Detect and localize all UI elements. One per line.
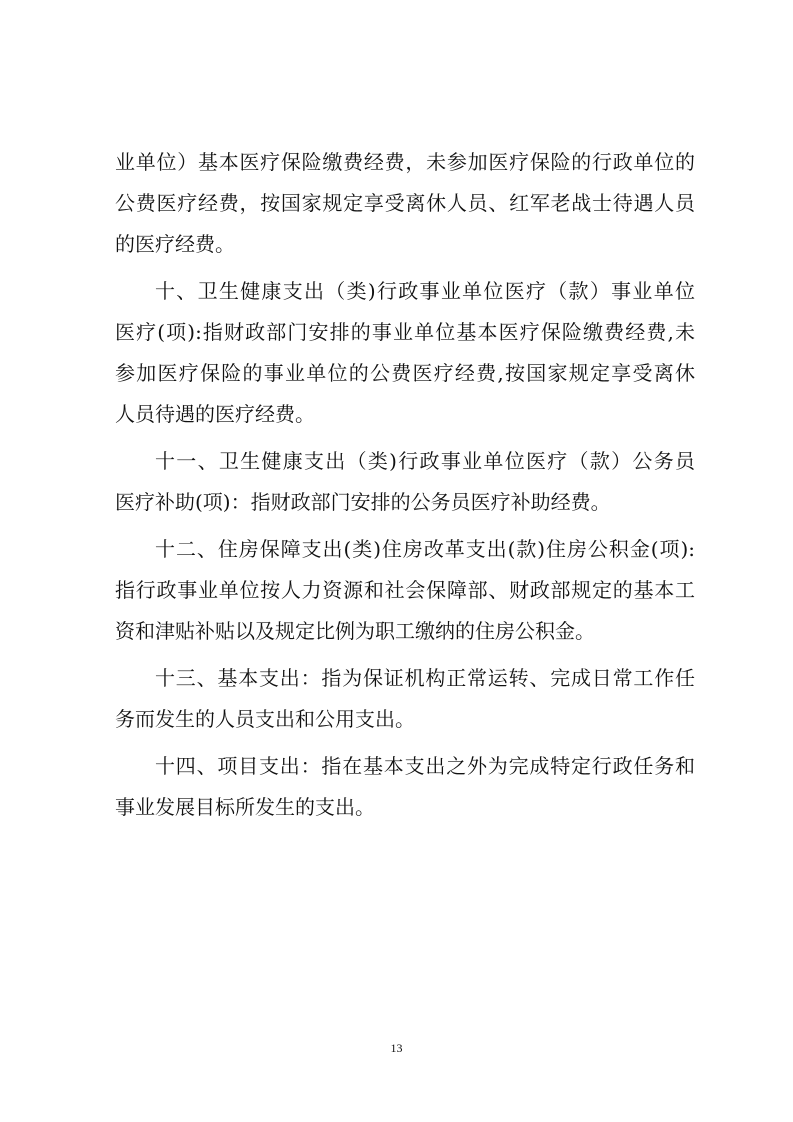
text-line: 指行政事业单位按人力资源和社会保障部、财政部规定的基本工 [115,578,695,602]
paragraph-item-14 [115,746,695,828]
text-line: 资和津贴补贴以及规定比例为职工缴纳的住房公积金。 [115,619,595,643]
paragraph-item-12 [115,529,695,652]
page-number: 13 [390,1041,403,1055]
text-line: 的医疗经费。 [115,232,235,256]
text-line: 事业发展目标所发生的支出。 [115,795,375,819]
text-line: 业单位）基本医疗保险缴费经费，未参加医疗保险的行政单位的 [115,150,695,174]
paragraph-item-11 [115,441,695,523]
body-text [115,142,695,834]
text-line: 十三、基本支出：指为保证机构正常运转、完成日常工作任 [155,666,695,690]
text-line: 十二、住房保障支出(类)住房改革支出(款)住房公积金(项): [155,537,695,561]
text-line: 人员待遇的医疗经费。 [115,402,315,426]
paragraph-item-10 [115,271,695,435]
text-line: 参加医疗保险的事业单位的公费医疗经费,按国家规定享受离休 [115,361,695,385]
paragraph-item-13 [115,658,695,740]
text-line: 公费医疗经费，按国家规定享受离休人员、红军老战士待遇人员 [115,191,695,215]
text-line: 医疗补助(项)：指财政部门安排的公务员医疗补助经费。 [115,490,611,514]
text-line: 务而发生的人员支出和公用支出。 [115,707,415,731]
text-line: 十一、卫生健康支出（类)行政事业单位医疗（款）公务员 [155,449,695,473]
text-line: 十四、项目支出：指在基本支出之外为完成特定行政任务和 [155,754,695,778]
text-line: 十、卫生健康支出（类)行政事业单位医疗（款）事业单位 [155,279,695,303]
paragraph-continuation [115,142,695,265]
text-line: 医疗(项):指财政部门安排的事业单位基本医疗保险缴费经费,未 [115,320,695,344]
